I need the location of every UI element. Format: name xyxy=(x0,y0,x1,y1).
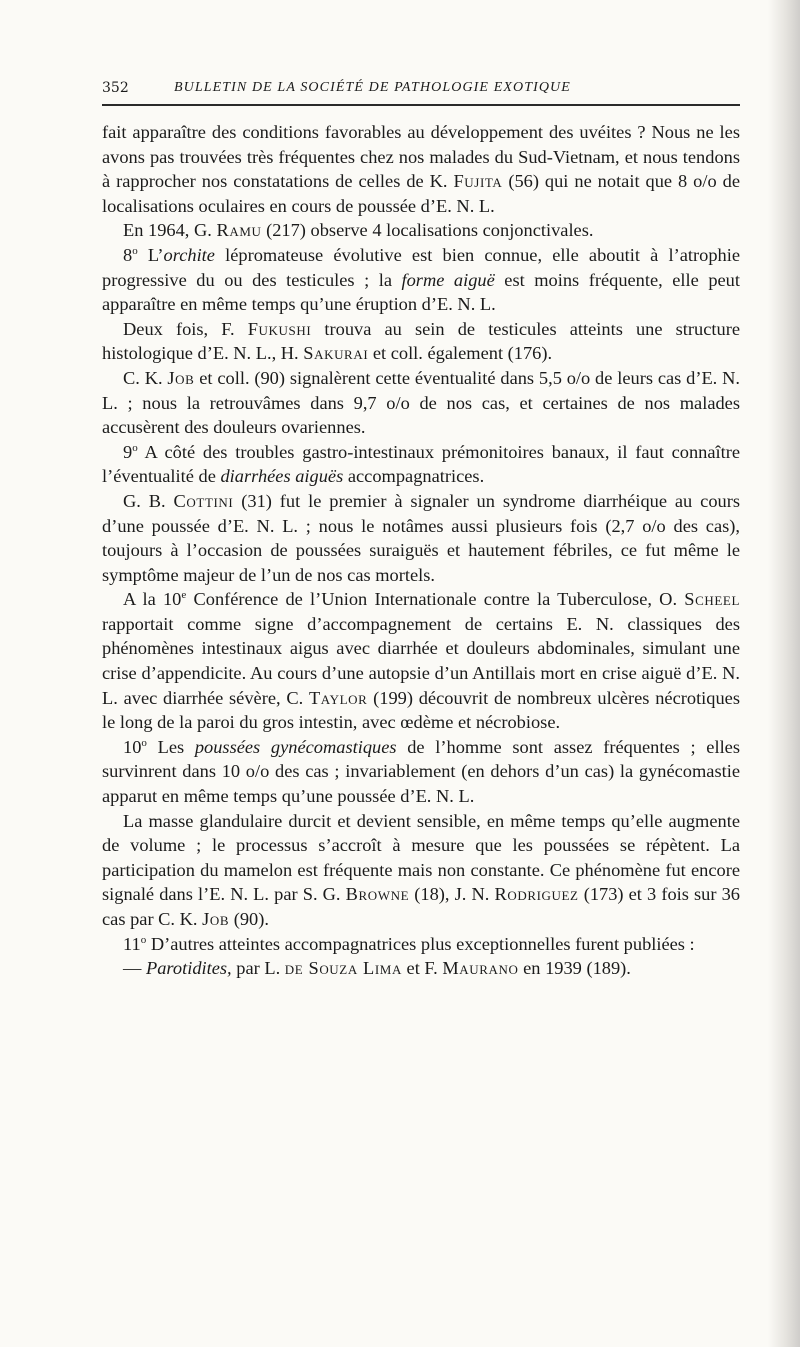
author-name: Fukushi xyxy=(247,318,312,339)
paragraph xyxy=(102,317,740,366)
paragraph xyxy=(102,809,740,932)
text-run: (31) fut le premier à signaler un syndrome diarrhéique au cours d’une poussée d’E. N. L. ; nous le notâmes aussi plusieurs fois (2,7 o/o des cas), toujours à l’occasion de poussées suraiguës et hautement fébriles, ce fut même le symptôme majeur de l’un de nos cas mortels. xyxy=(102,490,740,585)
text-run: (56) qui ne notait que 8 o/o de localisations oculaires en cours de poussée d’E. N. L. xyxy=(102,171,740,216)
page-edge-shadow xyxy=(768,0,800,1347)
text-run: 11 xyxy=(123,933,141,954)
text-run: D’autres atteintes accompagnatrices plus exceptionnelles furent publiées : xyxy=(146,933,695,954)
author-name: Job xyxy=(202,909,230,929)
paragraph xyxy=(102,587,740,735)
text-run: en 1939 (189). xyxy=(518,958,631,979)
author-name: Scheel xyxy=(684,589,741,610)
text-run: rapportait comme signe d’accompagnement de certains E. N. classiques des phénomènes intestinaux aigus avec diarrhée et douleurs abdominales, simulant une crise d’appendicite. Au cours d’une autopsie d’un Antillais mort en crise aiguë d’E. N. L. avec diarrhée sévère, C. xyxy=(102,613,740,708)
author-name: Job xyxy=(167,367,195,388)
text-run: En 1964, G. xyxy=(123,220,217,241)
italic-text: forme aiguë xyxy=(401,269,495,290)
text-run: (18), J. N. xyxy=(409,884,495,905)
text-run: G. B. xyxy=(123,490,174,511)
paragraph xyxy=(102,243,740,317)
page-number: 352 xyxy=(102,80,129,96)
text-run: et F. xyxy=(401,958,443,979)
author-name: de Souza Lima xyxy=(284,958,402,979)
text-run: est moins fréquente, elle peut apparaître en même temps qu’une éruption d’E. N. L. xyxy=(102,269,740,315)
superscript: o xyxy=(141,736,147,749)
italic-text: diarrhées aiguës xyxy=(220,466,344,487)
body-text xyxy=(102,120,740,981)
paragraph xyxy=(102,366,740,440)
italic-text: Parotidites, xyxy=(146,958,232,979)
author-name: Cottini xyxy=(173,490,234,511)
paragraph xyxy=(102,489,740,587)
paragraph xyxy=(102,120,740,218)
text-run: (217) observe 4 localisations conjonctivales. xyxy=(261,220,594,241)
text-run: Conférence de l’Union Internationale contre la Tuberculose, O. xyxy=(186,589,685,610)
text-run: Les xyxy=(146,736,195,757)
running-title: BULLETIN DE LA SOCIÉTÉ DE PATHOLOGIE EXOTIQUE xyxy=(174,80,571,95)
text-run: C. K. xyxy=(123,367,168,388)
author-name: Browne xyxy=(345,884,410,905)
text-run: 10 xyxy=(123,736,142,757)
text-run: 8 xyxy=(123,244,133,265)
text-run: (173) et 3 fois sur 36 cas par C. K. xyxy=(102,884,741,929)
superscript: e xyxy=(181,589,187,602)
author-name: Fujita xyxy=(453,171,503,192)
paragraph xyxy=(102,956,740,981)
text-run: trouva au sein de testicules atteints une structure histologique d’E. N. L., H. xyxy=(102,318,740,364)
paragraph xyxy=(102,735,740,809)
text-run: A la 10 xyxy=(123,589,182,610)
text-run: fait apparaître des conditions favorables au développement des uvéites ? Nous ne les avons pas trouvées très fréquentes chez nos malades du Sud-Vietnam, et nous tendons à rapprocher nos constatations de celles de K. xyxy=(102,122,740,192)
running-header xyxy=(102,72,740,106)
text-run: — xyxy=(123,958,146,979)
superscript: o xyxy=(140,933,147,946)
paragraph xyxy=(102,218,740,243)
text-run: et coll. (90) signalèrent cette éventualité dans 5,5 o/o de leurs cas d’E. N. L. ; nous la retrouvâmes dans 9,7 o/o de nos cas, et certaines de nos malades accusèrent des douleurs ovariennes. xyxy=(102,367,740,438)
author-name: Maurano xyxy=(442,958,519,979)
italic-text: poussées gynécomastiques xyxy=(194,736,397,757)
text-run: accompagnatrices. xyxy=(343,466,485,487)
author-name: Rodriguez xyxy=(494,884,579,905)
text-run: lépromateuse évolutive est bien connue, elle aboutit à l’atrophie progressive du ou des testicules ; la xyxy=(102,244,740,290)
text-run: A côté des troubles gastro-intestinaux prémonitoires banaux, il faut connaître l’éventualité de xyxy=(102,441,740,487)
superscript: o xyxy=(132,244,138,257)
author-name: Sakurai xyxy=(303,343,369,364)
text-run: par L. xyxy=(231,958,285,979)
author-name: Taylor xyxy=(308,687,368,708)
text-run: et coll. également (176). xyxy=(368,343,553,364)
superscript: o xyxy=(132,441,138,454)
paragraph xyxy=(102,440,740,489)
italic-text: orchite xyxy=(163,244,215,265)
author-name: Ramu xyxy=(216,220,262,241)
paragraph xyxy=(102,932,740,957)
text-run: Deux fois, F. xyxy=(123,318,248,339)
text-run: La masse glandulaire durcit et devient sensible, en même temps qu’elle augmente de volume ; le processus s’accroît à mesure que les poussées se répètent. La participation du mamelon est fréquente mais non constante. Ce phénomène fut encore signalé dans l’E. N. L. par S. G. xyxy=(102,810,740,905)
text-run: L’ xyxy=(137,244,164,265)
text-run: 9 xyxy=(123,441,133,462)
document-page xyxy=(102,72,740,981)
text-run: (90). xyxy=(229,909,269,929)
text-run: de l’homme sont assez fréquentes ; elles survinrent dans 10 o/o des cas ; invariablement (en dehors d’un cas) la gynécomastie apparut en même temps qu’une poussée d’E. N. L. xyxy=(102,736,740,807)
text-run: (199) découvrit de nombreux ulcères nécrotiques le long de la paroi du gros intestin, avec œdème et nécrobiose. xyxy=(102,687,740,733)
